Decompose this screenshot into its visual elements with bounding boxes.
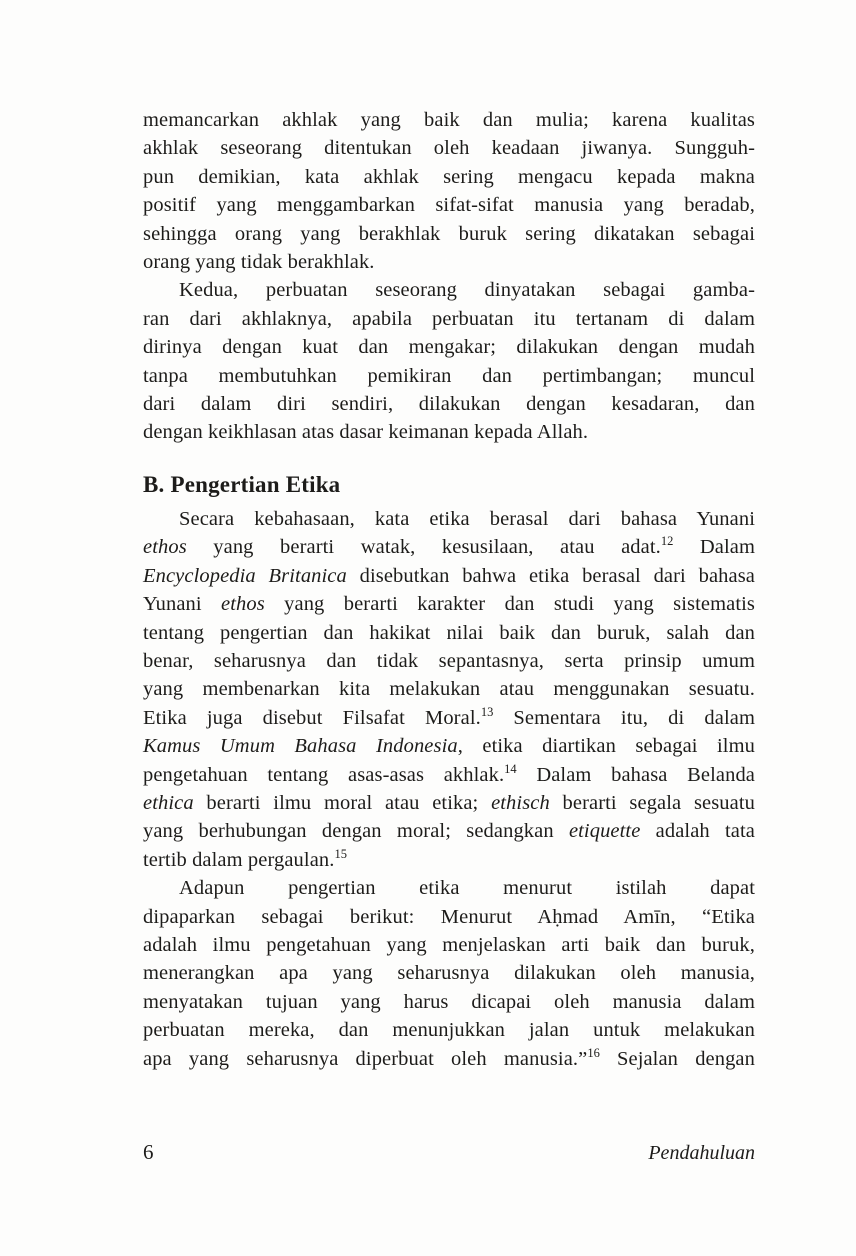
text-run: adalah ilmu pengetahuan yang menjelaskan arti baik dan buruk, (143, 933, 755, 956)
text-line (143, 988, 755, 1016)
text-run: Yunani (143, 593, 222, 616)
text-run: pun demikian, kata akhlak sering mengacu kepada makna (143, 165, 755, 188)
text-run: Encyclopedia Britanica (143, 564, 347, 587)
footnote-ref: 16 (587, 1045, 600, 1060)
text-run: yang berarti watak, kesusilaan, atau adat. (186, 536, 661, 559)
text-line (143, 220, 755, 248)
text-line (143, 817, 755, 845)
page-number: 6 (143, 1140, 154, 1164)
footnote-ref: 13 (480, 704, 494, 719)
text-run: etiquette (568, 820, 641, 843)
paragraph (143, 505, 755, 874)
text-line (143, 1045, 755, 1073)
text-run: dari dalam diri sendiri, dilakukan dengan kesadaran, dan (143, 393, 755, 416)
text-line (143, 390, 755, 418)
text-line (143, 846, 755, 874)
text-run: pengetahuan tentang asas-asas akhlak. (143, 763, 505, 786)
text-line (143, 874, 755, 902)
footnote-ref: 15 (334, 846, 347, 861)
text-run: memancarkan akhlak yang baik dan mulia; karena kualitas (143, 109, 755, 131)
text-run: dirinya dengan kuat dan mengakar; dilakukan dengan mudah (143, 336, 755, 359)
text-run: menyatakan tujuan yang harus dicapai oleh manusia dalam (143, 990, 755, 1013)
footnote-ref: 14 (504, 761, 517, 776)
text-run: yang membenarkan kita melakukan atau menggunakan sesuatu. (143, 678, 755, 701)
text-run: tentang pengertian dan hakikat nilai baik dan buruk, salah dan (143, 621, 755, 644)
text-run: ethos (143, 536, 187, 559)
text-run: Dalam bahasa Belanda (516, 763, 755, 786)
text-line (143, 931, 755, 959)
text-run: tanpa membutuhkan pemikiran dan pertimbangan; muncul (143, 364, 755, 387)
paragraph (143, 874, 755, 1073)
text-line (143, 163, 755, 191)
text-line (143, 333, 755, 361)
page-footer (143, 1140, 755, 1165)
text-line (143, 191, 755, 219)
text-line (143, 134, 755, 162)
paragraph (143, 276, 755, 446)
text-line (143, 418, 755, 446)
text-line (143, 704, 755, 732)
text-run: disebutkan bahwa etika berasal dari bahasa (346, 564, 755, 587)
text-run: Kedua, perbuatan seseorang dinyatakan sebagai gamba- (179, 279, 755, 302)
text-line (143, 505, 755, 533)
text-run: sehingga orang yang berakhlak buruk sering dikatakan sebagai (143, 222, 755, 245)
text-run: , etika diartikan sebagai ilmu (457, 735, 755, 758)
text-line (143, 590, 755, 618)
text-run: positif yang menggambarkan sifat-sifat manusia yang beradab, (143, 194, 755, 217)
text-run: ethica (143, 791, 194, 814)
text-line (143, 619, 755, 647)
text-run: dipaparkan sebagai berikut: Menurut Aḥmad Amīn, “Etika (143, 905, 755, 928)
text-run: tertib dalam pergaulan. (143, 848, 335, 871)
text-run: yang berhubungan dengan moral; sedangkan (143, 820, 569, 843)
text-run: perbuatan mereka, dan menunjukkan jalan untuk melakukan (143, 1019, 755, 1042)
text-run: adalah tata (640, 820, 755, 843)
text-run: ran dari akhlaknya, apabila perbuatan itu tertanam di dalam (143, 307, 755, 330)
text-line (143, 276, 755, 304)
text-line (143, 903, 755, 931)
running-title: Pendahuluan (648, 1142, 755, 1164)
text-line (143, 362, 755, 390)
text-run: berarti segala sesuatu (549, 791, 755, 814)
text-line (143, 647, 755, 675)
text-run: Kamus Umum Bahasa Indonesia (143, 735, 458, 758)
text-line (143, 732, 755, 760)
section-heading: B. Pengertian Etika (143, 471, 341, 497)
text-line (143, 248, 755, 276)
text-line (143, 533, 755, 561)
text-run: dengan keikhlasan atas dasar keimanan kepada Allah. (143, 421, 589, 444)
text-run: yang berarti karakter dan studi yang sistematis (264, 593, 755, 616)
text-run: menerangkan apa yang seharusnya dilakukan oleh manusia, (143, 962, 755, 985)
text-line (143, 789, 755, 817)
paragraph (143, 106, 755, 276)
text-line (143, 106, 755, 134)
text-run: orang yang tidak berakhlak. (143, 251, 375, 274)
text-line (143, 305, 755, 333)
text-run: benar, seharusnya dan tidak sepantasnya, serta prinsip umum (143, 649, 755, 672)
text-line (143, 675, 755, 703)
text-run: Sementara itu, di dalam (493, 706, 756, 729)
text-column (143, 106, 755, 1073)
text-run: berarti ilmu moral atau etika; (193, 791, 492, 814)
footnote-ref: 12 (660, 534, 674, 549)
text-run: Dalam (673, 536, 755, 559)
text-line (143, 959, 755, 987)
text-run: Secara kebahasaan, kata etika berasal dari bahasa Yunani (179, 507, 755, 530)
text-run: Adapun pengertian etika menurut istilah dapat (179, 877, 755, 900)
text-run: apa yang seharusnya diperbuat oleh manusia.” (143, 1047, 588, 1070)
text-run: Sejalan dengan (599, 1047, 755, 1070)
text-run: Etika juga disebut Filsafat Moral. (143, 706, 481, 729)
text-line (143, 562, 755, 590)
text-line (143, 761, 755, 789)
text-line (143, 1016, 755, 1044)
text-run: ethos (221, 593, 265, 616)
text-run: ethisch (491, 791, 550, 814)
text-run: akhlak seseorang ditentukan oleh keadaan jiwanya. Sungguh- (143, 137, 755, 160)
